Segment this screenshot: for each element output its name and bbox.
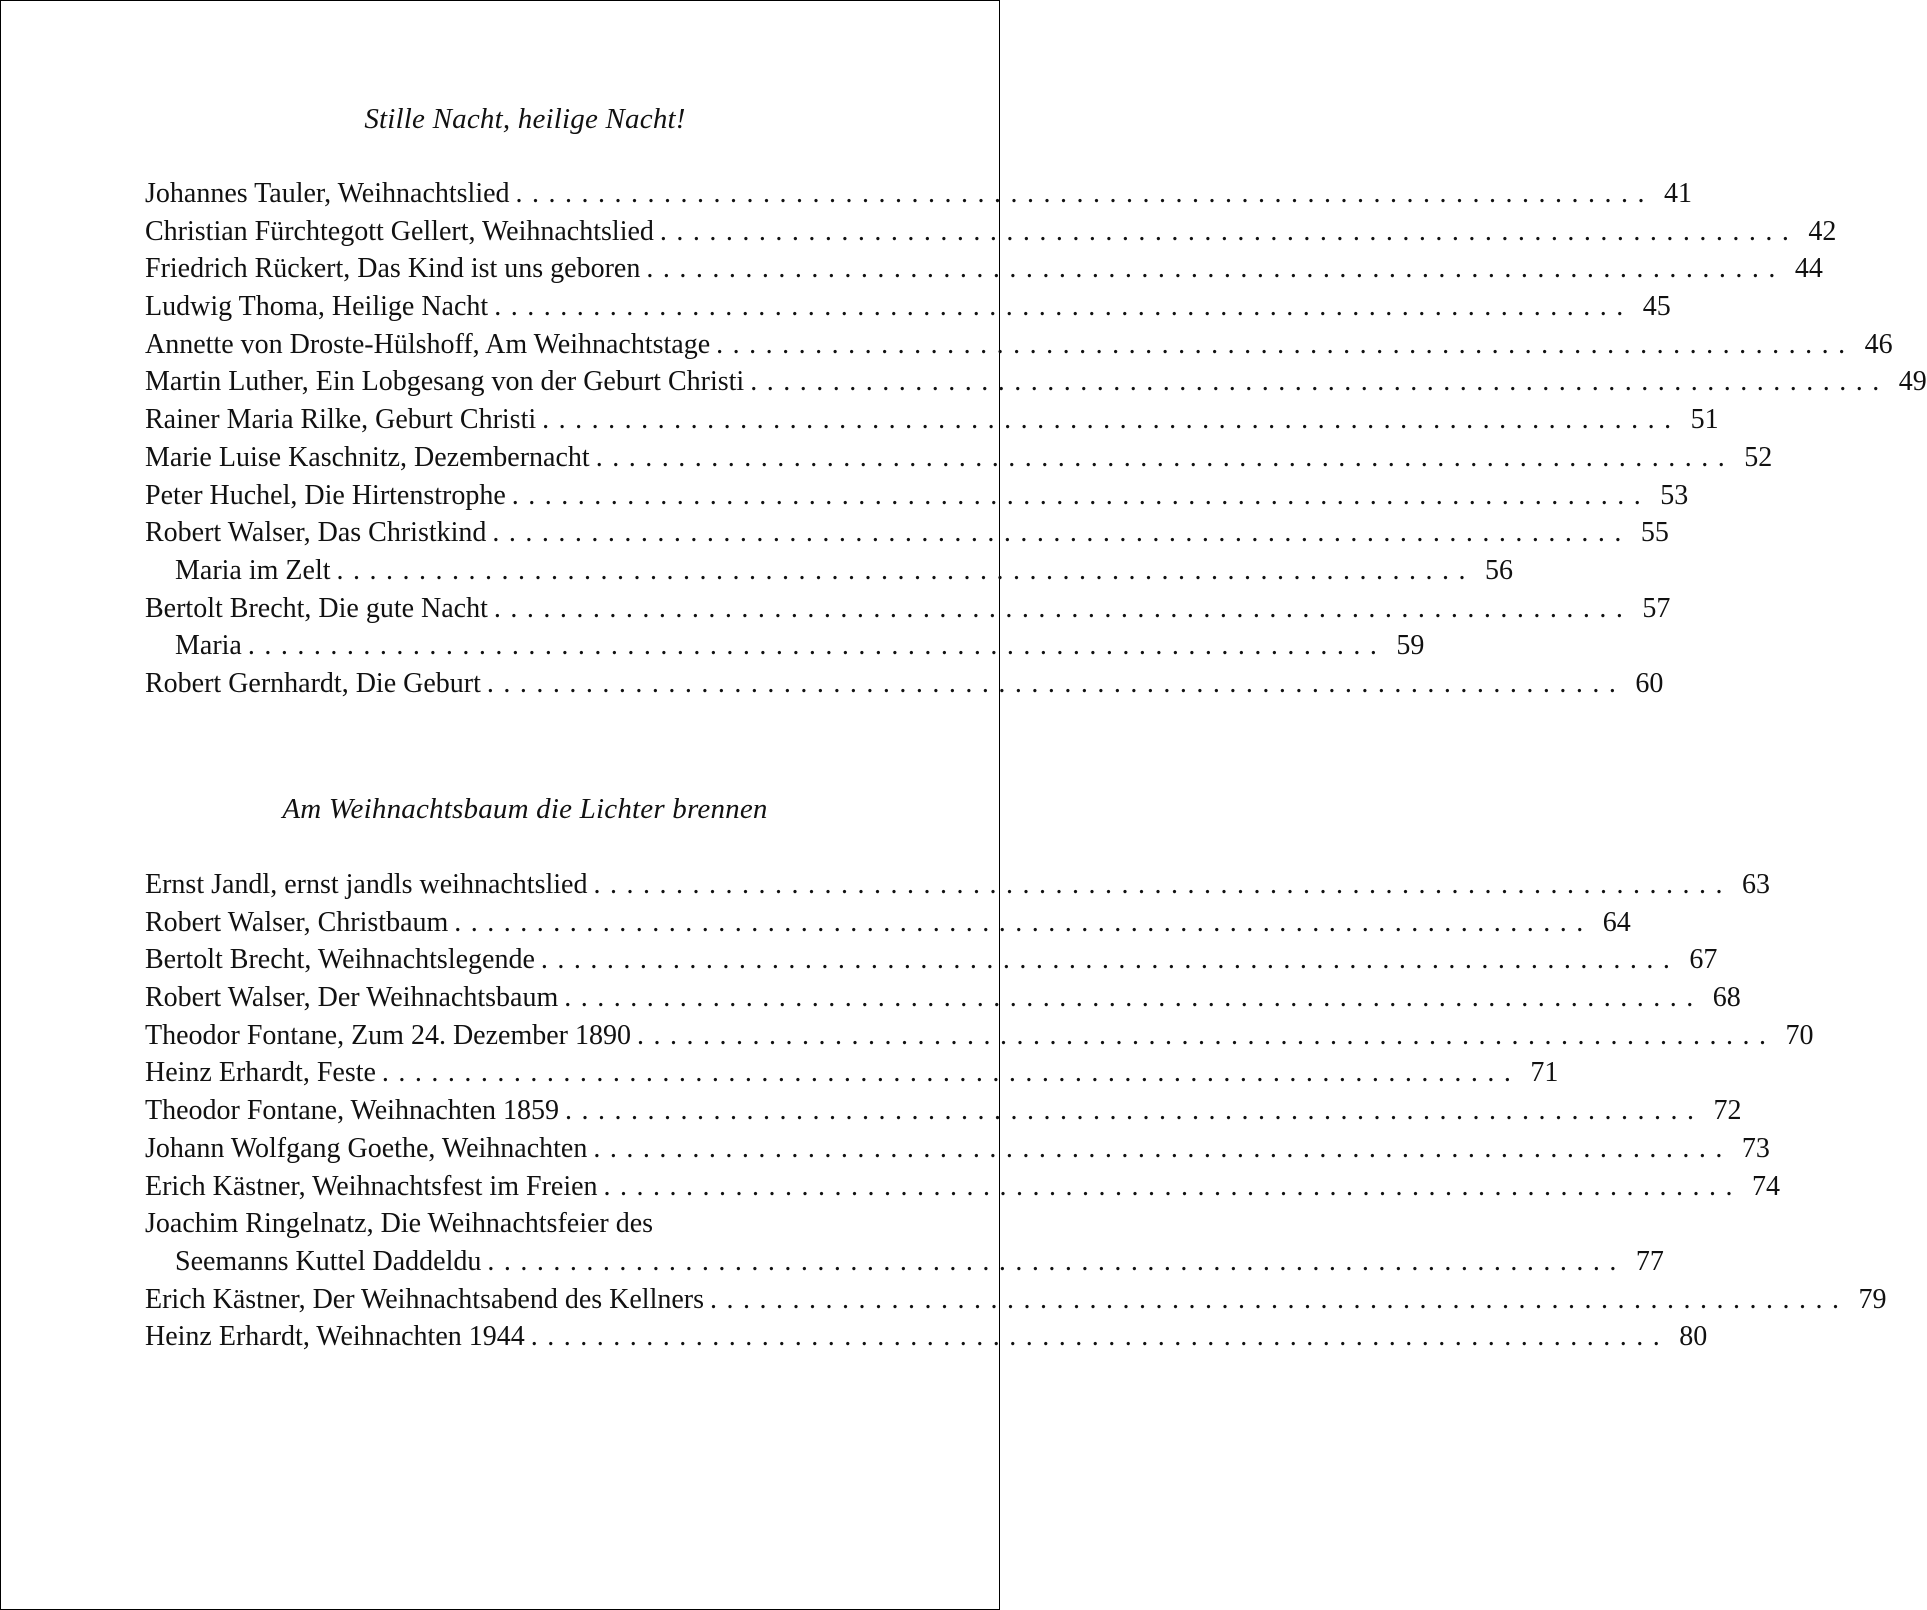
entry-title: Robert Walser, Das Christkind bbox=[145, 517, 487, 549]
toc-list bbox=[145, 175, 1927, 703]
page-number: 44 bbox=[1794, 253, 1823, 285]
page-number: 71 bbox=[1530, 1057, 1559, 1089]
dot-leader: ..................................................................... bbox=[659, 215, 1799, 247]
toc-entry bbox=[145, 1017, 1814, 1055]
dot-leader: ..................................................................... bbox=[454, 906, 1593, 938]
page-number: 57 bbox=[1642, 592, 1671, 624]
page-number: 68 bbox=[1712, 982, 1741, 1014]
page-number: 49 bbox=[1898, 366, 1927, 398]
toc-entry bbox=[145, 1281, 1887, 1319]
dot-leader: ..................................................................... bbox=[593, 869, 1732, 900]
entry-title: Christian Fürchtegott Gellert, Weihnachtslied bbox=[145, 215, 654, 247]
entry-title: Theodor Fontane, Weihnachten 1859 bbox=[145, 1095, 560, 1127]
entry-title: Bertolt Brecht, Weihnachtslegende bbox=[145, 944, 535, 976]
toc-entry bbox=[145, 1054, 1559, 1092]
page-number: 55 bbox=[1640, 517, 1669, 549]
page-number: 41 bbox=[1664, 178, 1693, 209]
page-number: 56 bbox=[1485, 554, 1514, 586]
dot-leader: ..................................................................... bbox=[565, 1095, 1704, 1127]
dot-leader: ..................................................................... bbox=[710, 1283, 1849, 1315]
toc-entry bbox=[145, 866, 1770, 904]
entry-title: Friedrich Rückert, Das Kind ist uns geboren bbox=[145, 253, 641, 285]
page-number: 79 bbox=[1858, 1283, 1887, 1315]
toc-entry bbox=[145, 1318, 1708, 1356]
dot-leader: ..................................................................... bbox=[716, 328, 1855, 360]
toc-entry bbox=[145, 326, 1893, 364]
page-number: 42 bbox=[1808, 215, 1837, 247]
dot-leader: ..................................................................... bbox=[515, 178, 1655, 209]
page-number: 73 bbox=[1741, 1132, 1770, 1164]
dot-leader: ..................................................................... bbox=[540, 944, 1680, 976]
page-number: 52 bbox=[1744, 441, 1773, 473]
entry-title: Bertolt Brecht, Die gute Nacht bbox=[145, 592, 488, 624]
dot-leader: ..................................................................... bbox=[530, 1321, 1670, 1353]
dot-leader: ..................................................................... bbox=[492, 517, 1631, 549]
dot-leader: ..................................................................... bbox=[564, 982, 1703, 1014]
entry-title: Ernst Jandl, ernst jandls weihnachtslied bbox=[145, 869, 588, 900]
toc-entry-first-line bbox=[145, 1205, 900, 1243]
page-number: 64 bbox=[1602, 906, 1631, 938]
toc-entry bbox=[145, 665, 1664, 703]
dot-leader: ..................................................................... bbox=[487, 1245, 1626, 1277]
dot-leader: ..................................................................... bbox=[542, 404, 1681, 436]
dot-leader: ..................................................................... bbox=[381, 1057, 1521, 1089]
toc-entry bbox=[145, 1092, 1742, 1130]
toc-entry bbox=[145, 439, 1773, 477]
page-number: 72 bbox=[1713, 1095, 1742, 1127]
page-number: 45 bbox=[1642, 291, 1671, 323]
entry-title: Robert Walser, Christbaum bbox=[145, 906, 449, 938]
entry-title: Erich Kästner, Der Weihnachtsabend des Kellners bbox=[145, 1283, 705, 1315]
page-number: 63 bbox=[1741, 869, 1770, 900]
toc-list bbox=[145, 866, 1887, 1356]
dot-leader: ..................................................................... bbox=[603, 1170, 1743, 1202]
toc-entry-indented bbox=[145, 552, 1514, 590]
page-number: 53 bbox=[1660, 479, 1689, 511]
page-number: 60 bbox=[1635, 667, 1664, 699]
entry-title: Johann Wolfgang Goethe, Weihnachten bbox=[145, 1132, 588, 1164]
toc-entry bbox=[145, 1130, 1770, 1168]
section-title: Stille Nacht, heilige Nacht! bbox=[364, 103, 686, 135]
dot-leader: ..................................................................... bbox=[646, 253, 1785, 285]
entry-title: Theodor Fontane, Zum 24. Dezember 1890 bbox=[145, 1019, 631, 1051]
page-number: 77 bbox=[1635, 1245, 1664, 1277]
entry-title: Heinz Erhardt, Feste bbox=[145, 1057, 376, 1089]
toc-entry bbox=[145, 213, 1837, 251]
dot-leader: ..................................................................... bbox=[750, 366, 1889, 398]
page-number: 67 bbox=[1689, 944, 1718, 976]
toc-entry-continuation bbox=[145, 1243, 1664, 1281]
page-number: 80 bbox=[1679, 1321, 1708, 1353]
toc-entry bbox=[145, 941, 1718, 979]
toc-entry bbox=[145, 288, 1671, 326]
entry-title: Rainer Maria Rilke, Geburt Christi bbox=[145, 404, 537, 436]
dot-leader: ..................................................................... bbox=[511, 479, 1651, 511]
entry-title: Maria bbox=[175, 630, 242, 662]
dot-leader: ..................................................................... bbox=[494, 291, 1633, 323]
entry-title: Johannes Tauler, Weihnachtslied bbox=[145, 178, 510, 209]
entry-title: Maria im Zelt bbox=[175, 554, 331, 586]
page-number: 46 bbox=[1864, 328, 1893, 360]
toc-entry bbox=[145, 175, 1693, 213]
toc-entry bbox=[145, 979, 1741, 1017]
entry-title: Robert Gernhardt, Die Geburt bbox=[145, 667, 481, 699]
dot-leader: ..................................................................... bbox=[493, 592, 1633, 624]
entry-title: Martin Luther, Ein Lobgesang von der Geburt Christi bbox=[145, 366, 745, 398]
toc-entry bbox=[145, 250, 1823, 288]
toc-entry bbox=[145, 401, 1719, 439]
page-number: 74 bbox=[1752, 1170, 1781, 1202]
dot-leader: ..................................................................... bbox=[593, 1132, 1732, 1164]
entry-title: Marie Luise Kaschnitz, Dezembernacht bbox=[145, 441, 590, 473]
page-number: 70 bbox=[1785, 1019, 1814, 1051]
toc-entry bbox=[145, 477, 1689, 515]
entry-title: Robert Walser, Der Weihnachtsbaum bbox=[145, 982, 559, 1014]
toc-entry bbox=[145, 590, 1671, 628]
toc-entry bbox=[145, 904, 1631, 942]
toc-entry bbox=[145, 514, 1669, 552]
toc-entry bbox=[145, 1168, 1781, 1206]
entry-title: Erich Kästner, Weihnachtsfest im Freien bbox=[145, 1170, 598, 1202]
dot-leader: ..................................................................... bbox=[595, 441, 1735, 473]
dot-leader: ..................................................................... bbox=[486, 667, 1626, 699]
page-number: 51 bbox=[1690, 404, 1719, 436]
toc-entry bbox=[145, 363, 1927, 401]
dot-leader: ..................................................................... bbox=[336, 554, 1476, 586]
entry-title: Peter Huchel, Die Hirtenstrophe bbox=[145, 479, 506, 511]
page-number: 59 bbox=[1396, 630, 1425, 662]
entry-title: Seemanns Kuttel Daddeldu bbox=[175, 1245, 482, 1277]
entry-title: Annette von Droste-Hülshoff, Am Weihnachtstage bbox=[145, 328, 711, 360]
toc-entry-indented bbox=[145, 627, 1425, 665]
entry-title: Heinz Erhardt, Weihnachten 1944 bbox=[145, 1321, 525, 1353]
dot-leader: ..................................................................... bbox=[247, 630, 1387, 662]
entry-title: Ludwig Thoma, Heilige Nacht bbox=[145, 291, 489, 323]
section-title: Am Weihnachtsbaum die Lichter brennen bbox=[282, 793, 768, 825]
dot-leader: ..................................................................... bbox=[636, 1019, 1776, 1051]
entry-title: Joachim Ringelnatz, Die Weihnachtsfeier des bbox=[145, 1208, 654, 1240]
